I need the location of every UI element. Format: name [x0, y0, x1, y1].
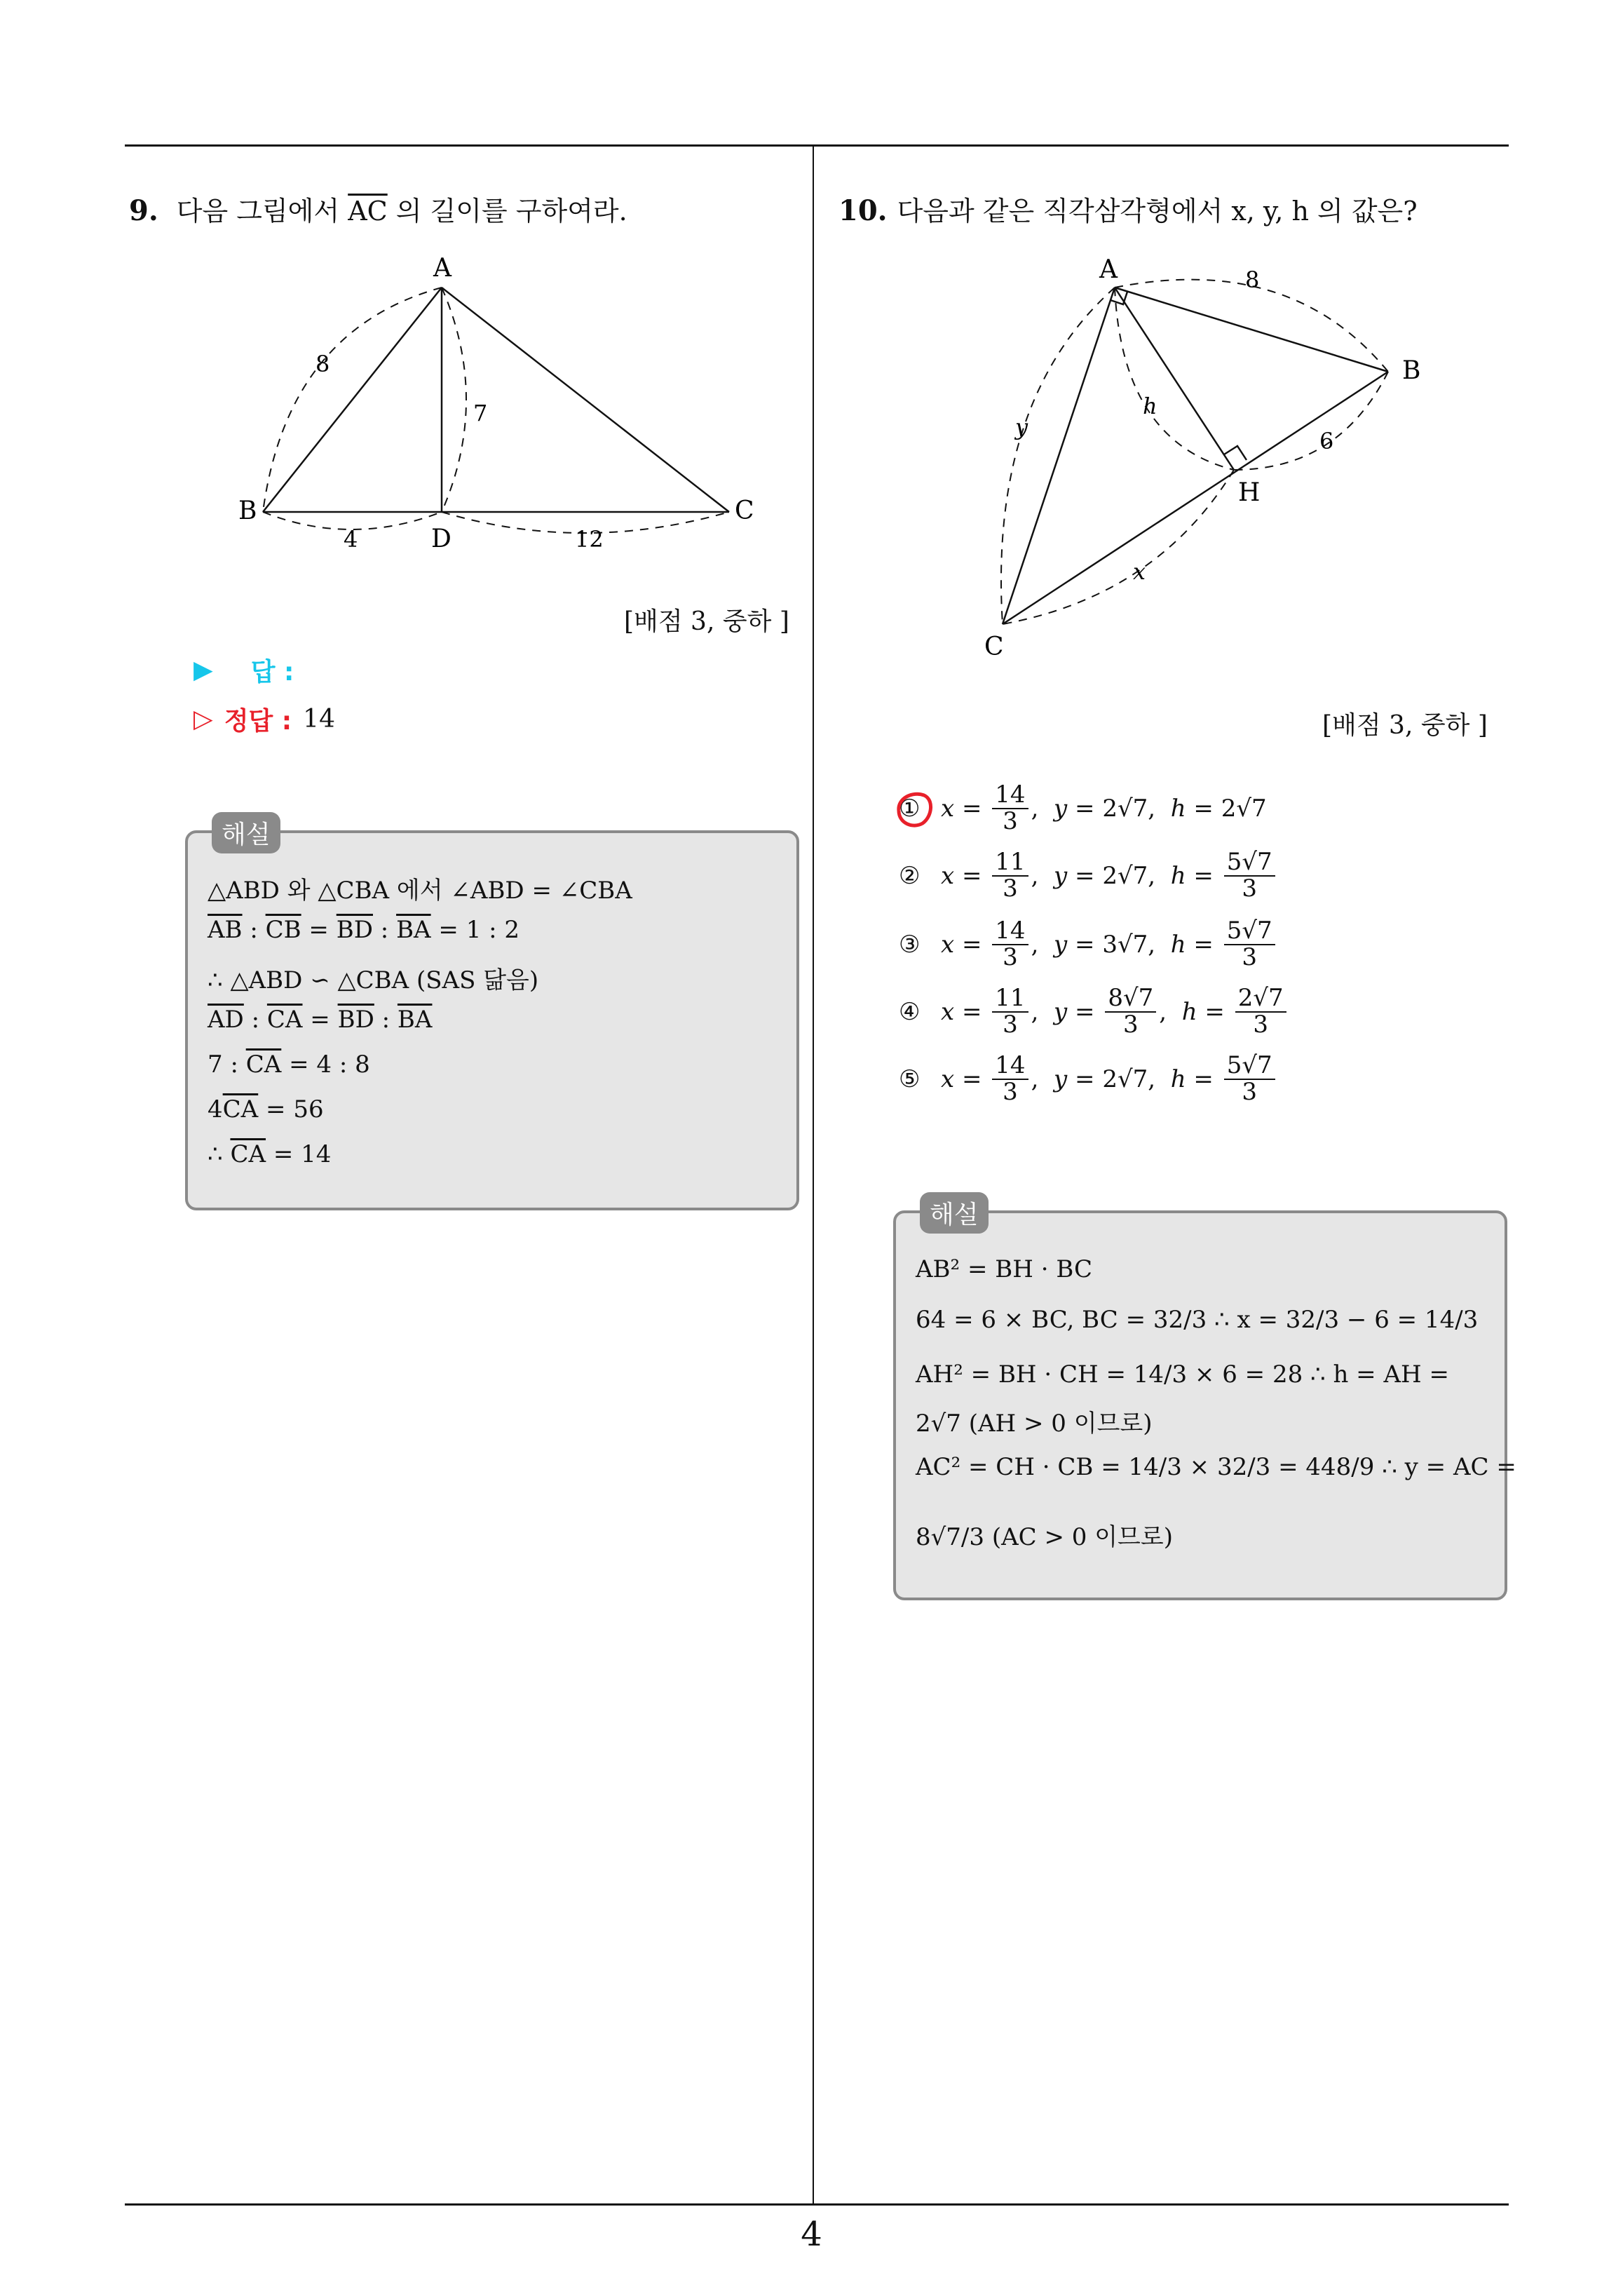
- q10-number: 10.: [838, 194, 888, 227]
- column-divider: [813, 144, 814, 2203]
- q10-len-x: x: [1133, 558, 1146, 585]
- page-number: 4: [801, 2215, 822, 2254]
- q10-len-y: y: [1015, 414, 1028, 440]
- q9-sol-line-4: $\overline{AD}$ : $\overline{CA} = \overline{BD}$ : $\overline{BA}$: [208, 1006, 433, 1034]
- q10-figure: [975, 245, 1465, 666]
- q10-label-a: A: [1099, 255, 1118, 284]
- q9-answer-label: 답 :: [250, 658, 294, 687]
- q10-len-h: h: [1143, 393, 1157, 419]
- q10-sol-line-4: 2√7 (AH > 0 이므로): [916, 1410, 1153, 1438]
- q10-len-ab: 8: [1245, 266, 1260, 293]
- q10-label-b: B: [1402, 356, 1421, 385]
- q9-number: 9.: [129, 194, 158, 227]
- q9-len-ab: 8: [315, 351, 330, 377]
- q9-answer-arrow-icon: ▶: [193, 656, 213, 684]
- q9-correct-line: [193, 701, 335, 737]
- q9-sol-line-6: $4\overline{CA} = 56$: [208, 1095, 324, 1123]
- choice-3-mark: ③: [899, 930, 921, 959]
- q10-solution-tag: 해설: [920, 1192, 989, 1234]
- q9-edge-ab: [263, 288, 442, 512]
- q9-sol-line-2: $\overline{AB}$ : $\overline{CB} = \overline{BD}$ : $\overline{BA} = 1$ : 2: [208, 916, 520, 944]
- q9-len-bd: 4: [344, 526, 358, 553]
- q10-edge-ab: [1115, 288, 1388, 372]
- q9-label-d: D: [431, 525, 451, 553]
- q10-sol-line-2: 64 = 6 × BC, BC = 32/3 ∴ x = 32/3 − 6 = 14/3: [916, 1306, 1479, 1334]
- q9-correct-value: 14: [303, 705, 335, 734]
- q9-len-dc: 12: [575, 526, 604, 553]
- q9-answer-line: [193, 652, 294, 688]
- q10-len-bh: 6: [1319, 428, 1334, 454]
- top-rule: [125, 144, 1509, 147]
- q10-choice-4[interactable]: ④ x = $\frac{11}{3}$ , y = $\frac{8√7}{3}$ , h = $\frac{2√7}{3}$: [899, 986, 1289, 1037]
- q9-score: [배점 3, 중하 ]: [624, 607, 789, 636]
- q9-sol-line-7: ∴ $\overline{CA} = 14$: [208, 1140, 332, 1168]
- q9-label-a: A: [433, 254, 451, 283]
- q10-arc-ab: [1115, 280, 1388, 372]
- q10-label-c: C: [984, 633, 1004, 661]
- q10-score: [배점 3, 중하 ]: [1322, 711, 1488, 740]
- q10-sol-line-3: AH² = BH · CH = 14/3 × 6 = 28 ∴ h = AH =: [916, 1360, 1449, 1389]
- choice-5-mark: ⑤: [899, 1065, 921, 1093]
- q9-sol-line-5: 7 : $\overline{CA} = 4$ : 8: [208, 1051, 370, 1079]
- q9-correct-arrow-icon: ▷: [193, 705, 213, 734]
- q9-label-c: C: [735, 497, 754, 525]
- selected-choice-circle: [892, 787, 937, 832]
- q9-label-b: B: [238, 497, 257, 525]
- q9-correct-label: 정답 :: [224, 707, 292, 736]
- q10-label-h: H: [1238, 478, 1261, 507]
- q10-choice-1[interactable]: ① x = $\frac{14}{3}$ , y = 2√7 , h = 2√7: [899, 781, 1267, 835]
- q10-sol-line-1: AB² = BH · BC: [916, 1255, 1092, 1283]
- q10-choice-3[interactable]: ③ x = $\frac{14}{3}$ , y = 3√7 , h = $\frac{5√7}{3}$: [899, 919, 1278, 970]
- choice-4-mark: ④: [899, 997, 921, 1026]
- bottom-rule: [125, 2203, 1509, 2206]
- q9-sol-line-3: ∴ △ABD ∽ △CBA (SAS 닮음): [208, 966, 539, 994]
- q9-sol-line-1: △ABD 와 △CBA 에서 ∠ABD = ∠CBA: [208, 877, 632, 905]
- q9-figure: [224, 245, 785, 561]
- q10-sol-line-5: AC² = CH · CB = 14/3 × 32/3 = 448/9 ∴ y = AC =: [916, 1453, 1516, 1481]
- choice-2-mark: ②: [899, 861, 921, 890]
- q9-arc-ad: [442, 288, 466, 512]
- q10-title: 10. 다음과 같은 직각삼각형에서 x, y, h 의 값은?: [838, 194, 1418, 227]
- q10-right-angle-h: [1224, 446, 1247, 460]
- q10-choice-5[interactable]: ⑤ x = $\frac{14}{3}$ , y = 2√7 , h = $\frac{5√7}{3}$: [899, 1053, 1278, 1105]
- q9-len-ad: 7: [473, 400, 488, 426]
- q9-solution-tag: 해설: [212, 812, 280, 853]
- choice-1-mark: ①: [899, 794, 921, 823]
- q10-edge-ac: [1003, 288, 1115, 624]
- q10-choice-2[interactable]: ② x = $\frac{11}{3}$ , y = 2√7 , h = $\frac{5√7}{3}$: [899, 850, 1278, 901]
- q9-title: 9. 다음 그림에서 $\overline{AC}$ 의 길이를 구하여라.: [129, 194, 627, 227]
- q10-sol-line-6: 8√7/3 (AC > 0 이므로): [916, 1523, 1173, 1551]
